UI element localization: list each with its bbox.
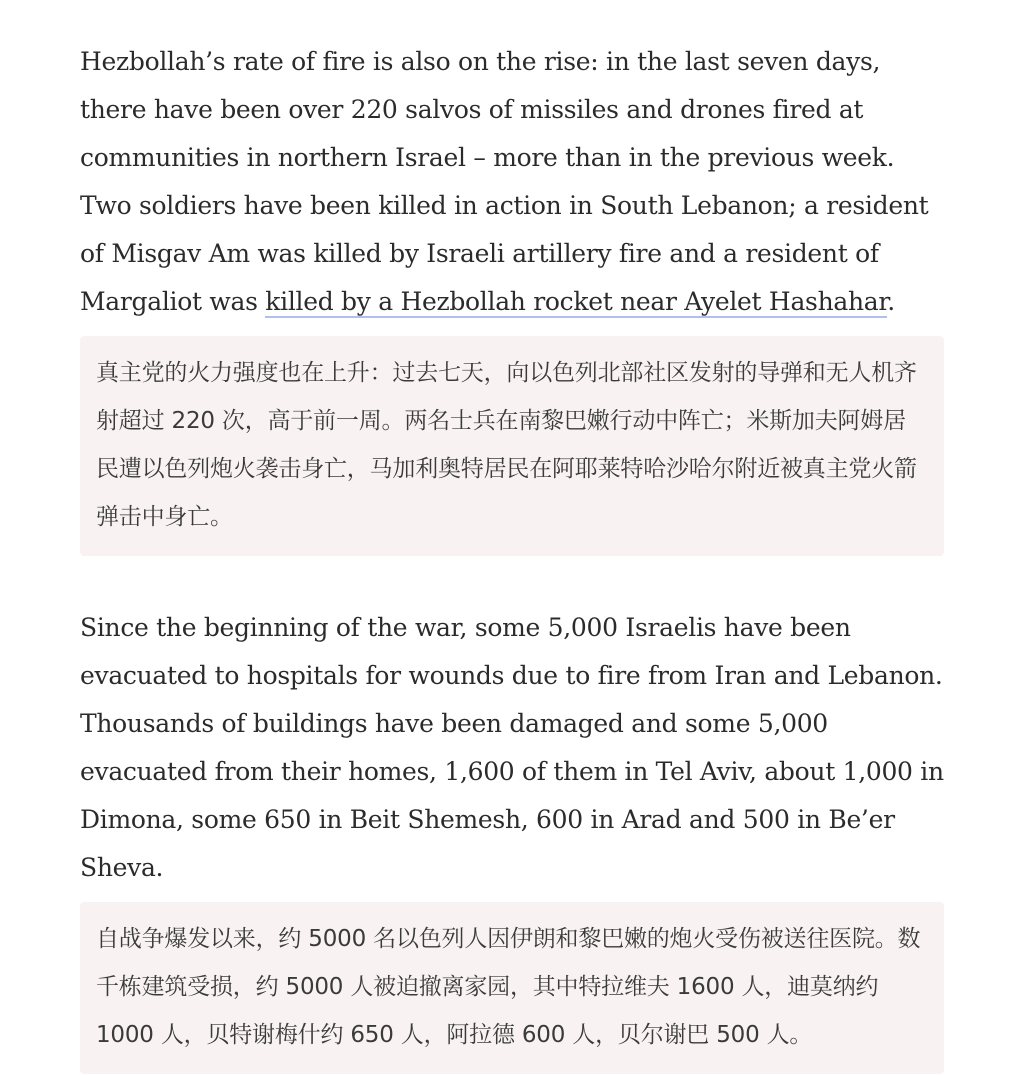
link-hezbollah-rocket-ayelet-hashahar[interactable]: killed by a Hezbollah rocket near Ayelet Hashahar <box>265 287 888 316</box>
paragraph-hezbollah-fire <box>80 38 944 326</box>
paragraph-text-end: . <box>887 287 895 316</box>
translation-block-1 <box>80 336 944 556</box>
translation-block-2 <box>80 902 944 1074</box>
translation-text: 真主党的火力强度也在上升：过去七天，向以色列北部社区发射的导弹和无人机齐射超过 220 次，高于前一周。两名士兵在南黎巴嫩行动中阵亡；米斯加夫阿姆居民遭以色列炮火袭击身亡，马加利奥特居民在阿耶莱特哈沙哈尔附近被真主党火箭弹击中身亡。 <box>96 360 917 530</box>
paragraph-text: Hezbollah’s rate of fire is also on the rise: in the last seven days, there have been over 220 salvos of missiles and drones fired at communities in northern Israel – more than in the previous week. Two soldiers have been killed in action in South Lebanon; a resident of Misgav Am was killed by Israeli artillery fire and a resident of Margaliot was <box>80 47 929 316</box>
paragraph-casualties-evacuations: Since the beginning of the war, some 5,000 Israelis have been evacuated to hospitals for wounds due to fire from Iran and Lebanon. Thousands of buildings have been damaged and some 5,000 evacuated from their homes, 1,600 of them in Tel Aviv, about 1,000 in Dimona, some 650 in Beit Shemesh, 600 in Arad and 500 in Be’er Sheva. <box>80 613 944 882</box>
paragraph-spacer <box>80 556 944 604</box>
article-body <box>80 38 944 1074</box>
translation-text: 自战争爆发以来，约 5000 名以色列人因伊朗和黎巴嫩的炮火受伤被送往医院。数千栋建筑受损，约 5000 人被迫撤离家园，其中特拉维夫 1600 人，迪莫纳约 1000 人，贝特谢梅什约 650 人，阿拉德 600 人，贝尔谢巴 500 人。 <box>96 926 921 1048</box>
